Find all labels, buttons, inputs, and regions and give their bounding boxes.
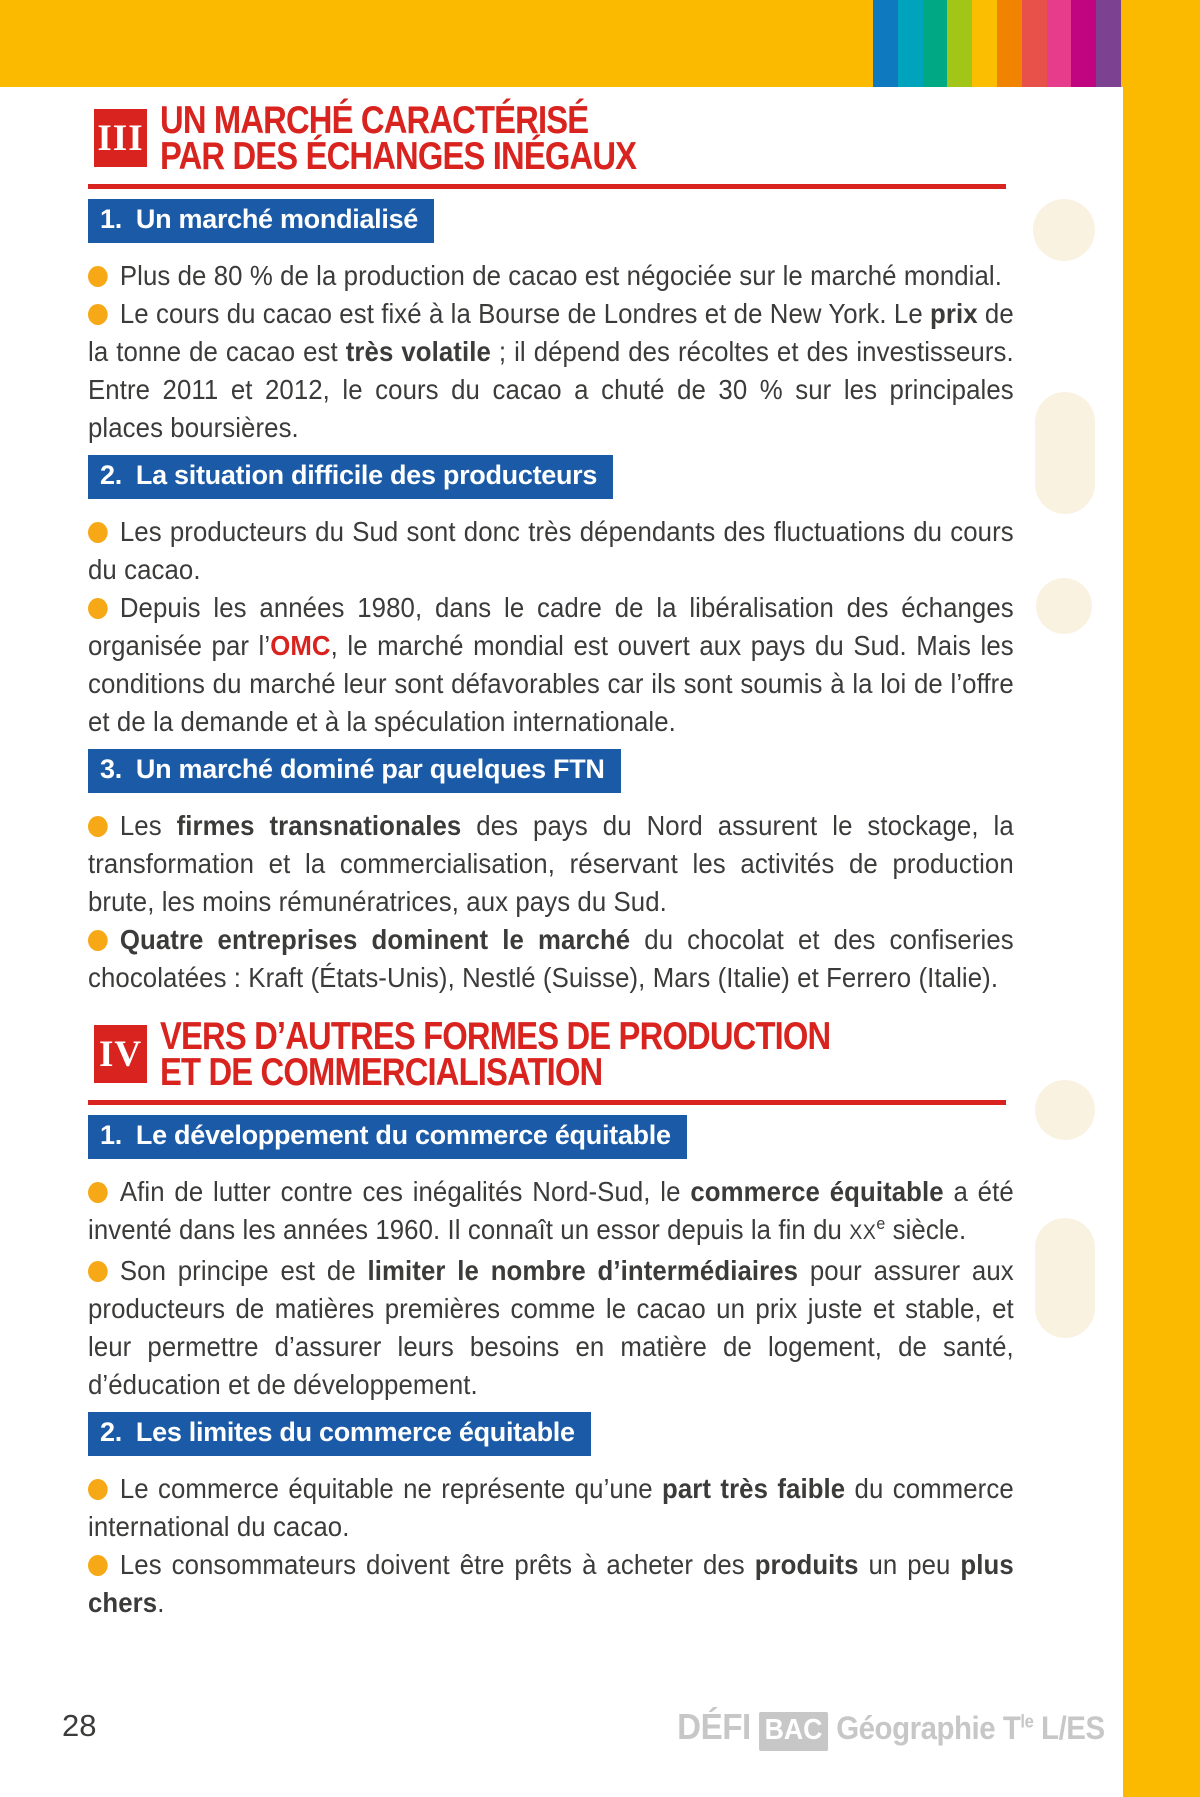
defibac-logo-bac: BAC bbox=[759, 1712, 828, 1751]
bullet-paragraph bbox=[88, 589, 1014, 741]
bullet-icon bbox=[88, 266, 108, 287]
text-segment: OMC bbox=[270, 630, 331, 661]
text-segment: un peu bbox=[858, 1549, 961, 1580]
footer-brand bbox=[678, 1706, 1105, 1751]
section-title bbox=[160, 99, 637, 178]
subheading-label: Un marché mondialisé bbox=[135, 204, 419, 234]
stripe bbox=[898, 0, 923, 87]
bullet-icon bbox=[88, 1261, 108, 1282]
bullet-paragraph bbox=[88, 513, 1014, 589]
footer-series-text: Géographie T bbox=[836, 1710, 1021, 1746]
bullet-paragraph bbox=[88, 921, 1014, 997]
text-segment: du commerce international du cacao. bbox=[88, 1473, 1014, 1542]
text-segment: ; il dépend des récoltes et des investisseurs. Entre 2011 et 2012, le cours du cacao a chuté de 30 % sur les principales places boursières. bbox=[88, 336, 1014, 443]
bullet-icon bbox=[88, 816, 108, 837]
bullet-icon bbox=[88, 1182, 108, 1203]
stripe bbox=[1071, 0, 1096, 87]
footer-series-superscript: le bbox=[1020, 1711, 1034, 1732]
text-segment: prix bbox=[930, 298, 978, 329]
defibac-logo-defi: DÉFI bbox=[677, 1706, 752, 1747]
section-header-iii bbox=[94, 99, 1078, 178]
text-segment: du chocolat et des confiseries chocolatées : Kraft (États-Unis), Nestlé (Suisse), Mars (Italie) et Ferrero (Italie). bbox=[88, 924, 1014, 993]
text-segment: Afin de lutter contre ces inégalités Nord-Sud, le bbox=[119, 1176, 691, 1207]
subheading-number: 1. bbox=[100, 1120, 122, 1150]
section-title bbox=[160, 1015, 831, 1094]
footer-series-label bbox=[837, 1710, 1105, 1747]
stripe bbox=[1096, 0, 1121, 87]
page-content bbox=[88, 99, 1078, 1622]
text-segment: pour assurer aux producteurs de matières premières comme le cacao un prix juste et stable, et leur permettre d’assurer leurs besoins en matière de logement, de santé, d’éducation et de développement. bbox=[88, 1255, 1014, 1400]
text-segment: Le cours du cacao est fixé à la Bourse de Londres et de New York. Le bbox=[119, 298, 931, 329]
stripe bbox=[997, 0, 1022, 87]
section-rule bbox=[88, 1100, 1006, 1105]
right-yellow-band bbox=[1123, 0, 1200, 1797]
bullet-paragraph bbox=[88, 1252, 1014, 1404]
subheading-row bbox=[88, 199, 1078, 243]
section-number-box: IV bbox=[94, 1025, 147, 1083]
stripe bbox=[947, 0, 972, 87]
subheading-row bbox=[88, 455, 1078, 499]
stripe bbox=[1047, 0, 1072, 87]
stripe bbox=[972, 0, 997, 87]
section-title-line: ET DE COMMERCIALISATION bbox=[160, 1051, 603, 1094]
text-segment: Le commerce équitable ne représente qu’une bbox=[119, 1473, 663, 1504]
text-segment: très volatile bbox=[345, 336, 491, 367]
section-rule bbox=[88, 184, 1006, 189]
text-segment: Quatre entreprises dominent le marché bbox=[119, 924, 631, 955]
text-segment: Les consommateurs doivent être prêts à acheter des bbox=[119, 1549, 755, 1580]
text-segment: plus chers bbox=[88, 1549, 1014, 1618]
subheading-label: Un marché dominé par quelques FTN bbox=[135, 754, 605, 784]
section-header-iv bbox=[94, 1015, 1078, 1094]
subheading-number: 3. bbox=[100, 754, 122, 784]
text-segment: limiter le nombre d’intermédiaires bbox=[367, 1255, 799, 1286]
stripe bbox=[873, 0, 898, 87]
text-segment: XX bbox=[849, 1221, 877, 1244]
subheading-label: La situation difficile des producteurs bbox=[135, 460, 598, 490]
text-segment: de la tonne de cacao est bbox=[88, 298, 1014, 367]
text-segment: siècle. bbox=[885, 1214, 967, 1245]
stripe bbox=[923, 0, 948, 87]
text-segment: commerce équitable bbox=[690, 1176, 944, 1207]
text-segment: Plus de 80 % de la production de cacao est négociée sur le marché mondial. bbox=[119, 260, 1002, 291]
subheading-iii-1 bbox=[88, 199, 434, 243]
text-segment: . bbox=[157, 1587, 165, 1618]
bullet-paragraph bbox=[88, 295, 1014, 447]
subheading-iv-2 bbox=[88, 1412, 591, 1456]
subheading-number: 2. bbox=[100, 1417, 122, 1447]
subheading-number: 1. bbox=[100, 204, 122, 234]
subheading-label: Les limites du commerce équitable bbox=[135, 1417, 575, 1447]
bullet-paragraph bbox=[88, 257, 1014, 295]
bullet-icon bbox=[88, 598, 108, 619]
bullet-paragraph bbox=[88, 1173, 1014, 1252]
section-number-box: III bbox=[94, 109, 147, 167]
bullet-paragraph bbox=[88, 1470, 1014, 1546]
section-title-line: UN MARCHÉ CARACTÉRISÉ bbox=[160, 99, 589, 142]
subheading-number: 2. bbox=[100, 460, 122, 490]
subheading-row bbox=[88, 1412, 1078, 1456]
page-number: 28 bbox=[62, 1708, 97, 1743]
section-title-line: VERS D’AUTRES FORMES DE PRODUCTION bbox=[160, 1015, 831, 1058]
text-segment: Son principe est de bbox=[119, 1255, 368, 1286]
section-title-line: PAR DES ÉCHANGES INÉGAUX bbox=[160, 135, 637, 178]
text-segment: produits bbox=[754, 1549, 859, 1580]
text-segment: Les producteurs du Sud sont donc très dépendants des fluctuations du cours du cacao. bbox=[88, 516, 1014, 585]
text-segment: Depuis les années 1980, dans le cadre de la libéralisation des échanges organisée par l’ bbox=[88, 592, 1014, 661]
bullet-icon bbox=[88, 304, 108, 325]
subheading-iii-3 bbox=[88, 749, 621, 793]
stripe bbox=[1022, 0, 1047, 87]
bullet-icon bbox=[88, 1555, 108, 1576]
footer-level-text: L/ES bbox=[1041, 1710, 1105, 1746]
subheading-iv-1 bbox=[88, 1115, 687, 1159]
subheading-row bbox=[88, 1115, 1078, 1159]
bullet-icon bbox=[88, 930, 108, 951]
text-segment: part très faible bbox=[662, 1473, 846, 1504]
text-segment: e bbox=[876, 1213, 886, 1233]
subheading-label: Le développement du commerce équitable bbox=[135, 1120, 671, 1150]
bullet-paragraph bbox=[88, 1546, 1014, 1622]
decorative-stripes bbox=[873, 0, 1121, 87]
text-segment: Les bbox=[119, 810, 177, 841]
text-segment: firmes transnationales bbox=[176, 810, 462, 841]
bullet-icon bbox=[88, 1479, 108, 1500]
text-segment: , le marché mondial est ouvert aux pays du Sud. Mais les conditions du marché leur sont défavorables car ils sont soumis à la loi de l’offre et de la demande et à la spéculation internationale. bbox=[88, 630, 1014, 737]
subheading-iii-2 bbox=[88, 455, 613, 499]
subheading-row bbox=[88, 749, 1078, 793]
bullet-paragraph bbox=[88, 807, 1014, 921]
text-segment: des pays du Nord assurent le stockage, la transformation et la commercialisation, réservant les activités de production brute, les moins rémunératrices, aux pays du Sud. bbox=[88, 810, 1014, 917]
text-segment: a été inventé dans les années 1960. Il connaît un essor depuis la fin du bbox=[88, 1176, 1014, 1245]
bullet-icon bbox=[88, 522, 108, 543]
